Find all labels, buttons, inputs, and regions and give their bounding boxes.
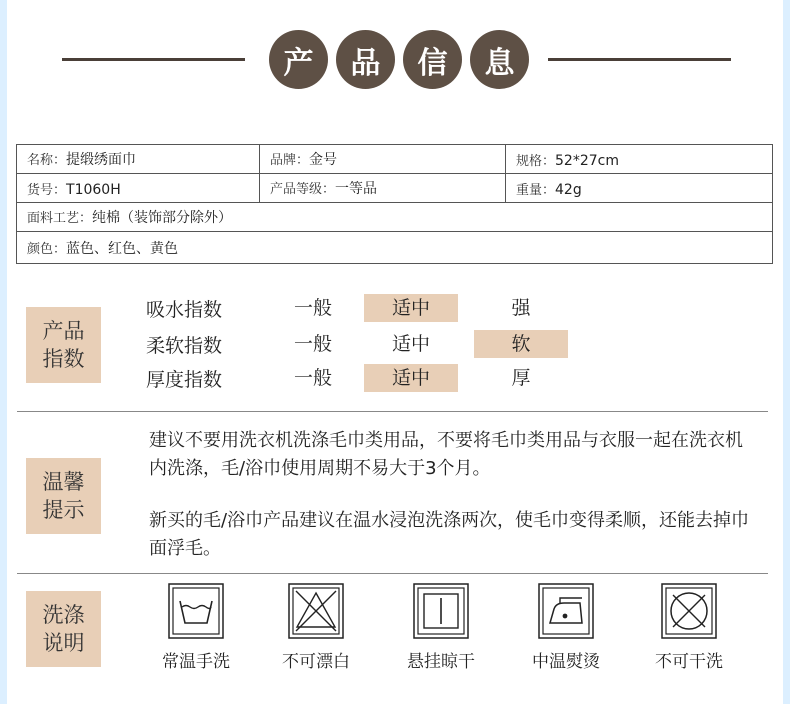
index-row-absorbency [146, 294, 531, 322]
tips-side-label-line1: 温馨 [42, 470, 85, 494]
title-line-right [548, 58, 731, 61]
grade-cell [260, 174, 506, 203]
index-option: 一般 [293, 333, 332, 355]
index-option: 一般 [293, 367, 332, 389]
index-option: 厚 [511, 367, 531, 389]
wash-label: 悬挂晾干 [407, 652, 475, 672]
index-name: 吸水指数 [146, 298, 223, 321]
index-row-softness [146, 330, 531, 358]
iron-medium-icon [538, 583, 594, 639]
indices-side-label [26, 307, 101, 383]
brand-label: 品牌： [270, 153, 310, 168]
wash-label: 不可干洗 [655, 652, 723, 672]
wash-item-no-bleach [266, 583, 366, 672]
index-option: 适中 [364, 294, 458, 322]
tip-text-2: 新买的毛/浴巾产品建议在温水浸泡洗涤两次，使毛巾变得柔顺，还能去掉巾面浮毛。 [149, 510, 750, 559]
weight-label: 重量： [516, 182, 556, 198]
brand-value: 金号 [309, 152, 338, 168]
indices-side-label-line2: 指数 [42, 347, 85, 371]
wash-side-label-line2: 说明 [42, 631, 85, 655]
color-value: 蓝色、红色、黄色 [66, 240, 179, 257]
divider [17, 573, 768, 574]
wash-label: 常温手洗 [162, 652, 230, 672]
index-name: 柔软指数 [146, 334, 223, 357]
weight-cell [506, 174, 773, 203]
grade-value: 一等品 [335, 181, 378, 197]
index-option: 软 [474, 330, 568, 358]
wash-item-hand-wash [146, 583, 246, 672]
wash-item-no-dry-clean [639, 583, 739, 672]
index-option: 一般 [293, 297, 332, 319]
title-line-left [62, 58, 245, 61]
name-label: 名称： [27, 153, 67, 168]
hand-wash-icon [168, 583, 224, 639]
product-info-sheet [7, 0, 783, 704]
brand-cell [260, 145, 506, 174]
info-table [16, 144, 773, 264]
no-dry-clean-icon [661, 583, 717, 639]
spec-cell [506, 145, 773, 174]
weight-value: 42g [555, 181, 582, 198]
title-char: 息 [470, 30, 529, 89]
index-option: 强 [511, 297, 531, 319]
title-char: 产 [269, 30, 328, 89]
fabric-value: 纯棉（装饰部分除外） [92, 210, 233, 226]
wash-item-line-dry [391, 583, 491, 672]
index-name: 厚度指数 [146, 368, 223, 391]
index-option: 适中 [364, 364, 458, 392]
section-title [269, 30, 529, 90]
spec-value: 52*27cm [555, 152, 619, 169]
item-label: 货号： [27, 182, 67, 198]
item-cell [17, 174, 260, 203]
title-char: 品 [336, 30, 395, 89]
tips-side-label-line2: 提示 [42, 498, 85, 522]
name-value: 提缎绣面巾 [66, 152, 137, 168]
tip-text-1: 建议不要用洗衣机洗涤毛巾类用品，不要将毛巾类用品与衣服一起在洗衣机内洗涤，毛/浴巾使用周期不易大于3个月。 [149, 430, 743, 479]
color-label: 颜色： [27, 241, 67, 257]
wash-item-iron-medium [516, 583, 616, 672]
wash-side-label [26, 591, 101, 667]
table-row [17, 145, 773, 174]
table-row [17, 203, 773, 232]
index-option: 适中 [391, 333, 430, 355]
wash-label: 不可漂白 [282, 652, 350, 672]
wash-side-label-line1: 洗涤 [42, 603, 85, 627]
tips-side-label [26, 458, 101, 534]
divider [17, 411, 768, 412]
title-char: 信 [403, 30, 462, 89]
fabric-cell [17, 203, 773, 232]
table-row [17, 232, 773, 264]
line-dry-icon [413, 583, 469, 639]
no-bleach-icon [288, 583, 344, 639]
spec-label: 规格： [516, 153, 556, 169]
color-cell [17, 232, 773, 264]
index-row-thickness [146, 364, 531, 392]
name-cell [17, 145, 260, 174]
indices-side-label-line1: 产品 [42, 319, 85, 343]
grade-label: 产品等级： [270, 182, 336, 197]
wash-label: 中温熨烫 [532, 652, 600, 672]
item-value: T1060H [66, 181, 121, 198]
fabric-label: 面料工艺： [27, 211, 93, 226]
table-row [17, 174, 773, 203]
